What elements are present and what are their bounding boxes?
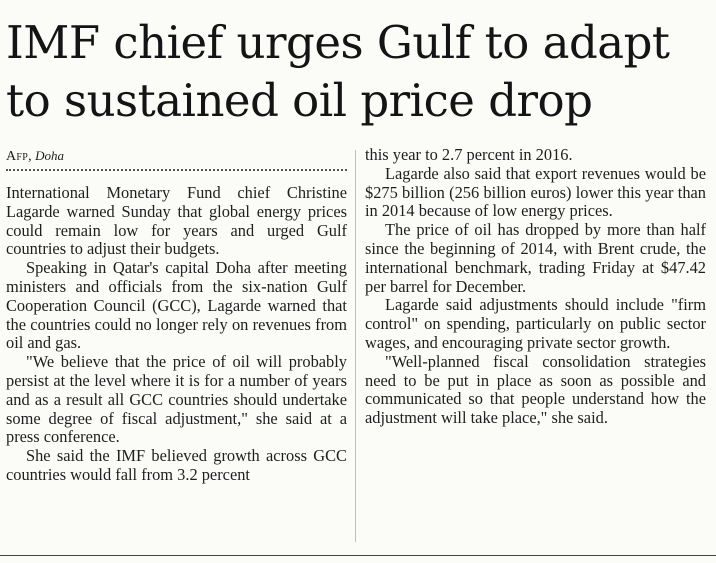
paragraph: "We believe that the price of oil will probably persist at the level where it is for a number of years and as a result all GCC countries should undertake some degree of fiscal adjustment," she said at a press conference. — [6, 352, 347, 447]
headline-line-2: to sustained oil price drop — [6, 74, 593, 127]
headline-line-1: IMF chief urges Gulf to adapt — [6, 16, 670, 69]
paragraph: She said the IMF believed growth across GCC countries would fall from 3.2 percent — [6, 446, 347, 484]
bottom-rule — [0, 555, 716, 556]
byline-agency: Afp — [6, 149, 29, 164]
article-column-left — [6, 184, 347, 485]
paragraph: Speaking in Qatar's capital Doha after meeting ministers and officials from the six-nation Gulf Cooperation Council (GCC), Lagarde warned that the countries could no longer rely on revenues from oil and gas. — [6, 258, 347, 353]
byline-place: Doha — [35, 148, 65, 163]
paragraph: this year to 2.7 percent in 2016. — [365, 145, 573, 164]
article-column-right — [365, 146, 706, 428]
byline: Afp, Doha — [6, 148, 65, 164]
paragraph: International Monetary Fund chief Christine Lagarde warned Sunday that global energy prices could remain low for years and urged Gulf countries to adjust their budgets. — [6, 183, 347, 259]
headline — [6, 14, 712, 130]
paragraph: Lagarde also said that export revenues would be $275 billion (256 billion euros) lower this year than in 2014 because of low energy prices. — [365, 163, 706, 221]
byline-dotted-rule — [6, 169, 347, 171]
paragraph: The price of oil has dropped by more than half since the beginning of 2014, with Brent crude, the international benchmark, trading Friday at $47.42 per barrel for December. — [365, 220, 706, 296]
column-divider — [355, 150, 356, 542]
paragraph: Lagarde said adjustments should include "firm control" on spending, particularly on public sector wages, and encouraging private sector growth. — [365, 295, 706, 352]
paragraph: "Well-planned fiscal consolidation strategies need to be put in place as soon as possible and communicated so that people understand how the adjustment will take place," she said. — [365, 351, 706, 428]
